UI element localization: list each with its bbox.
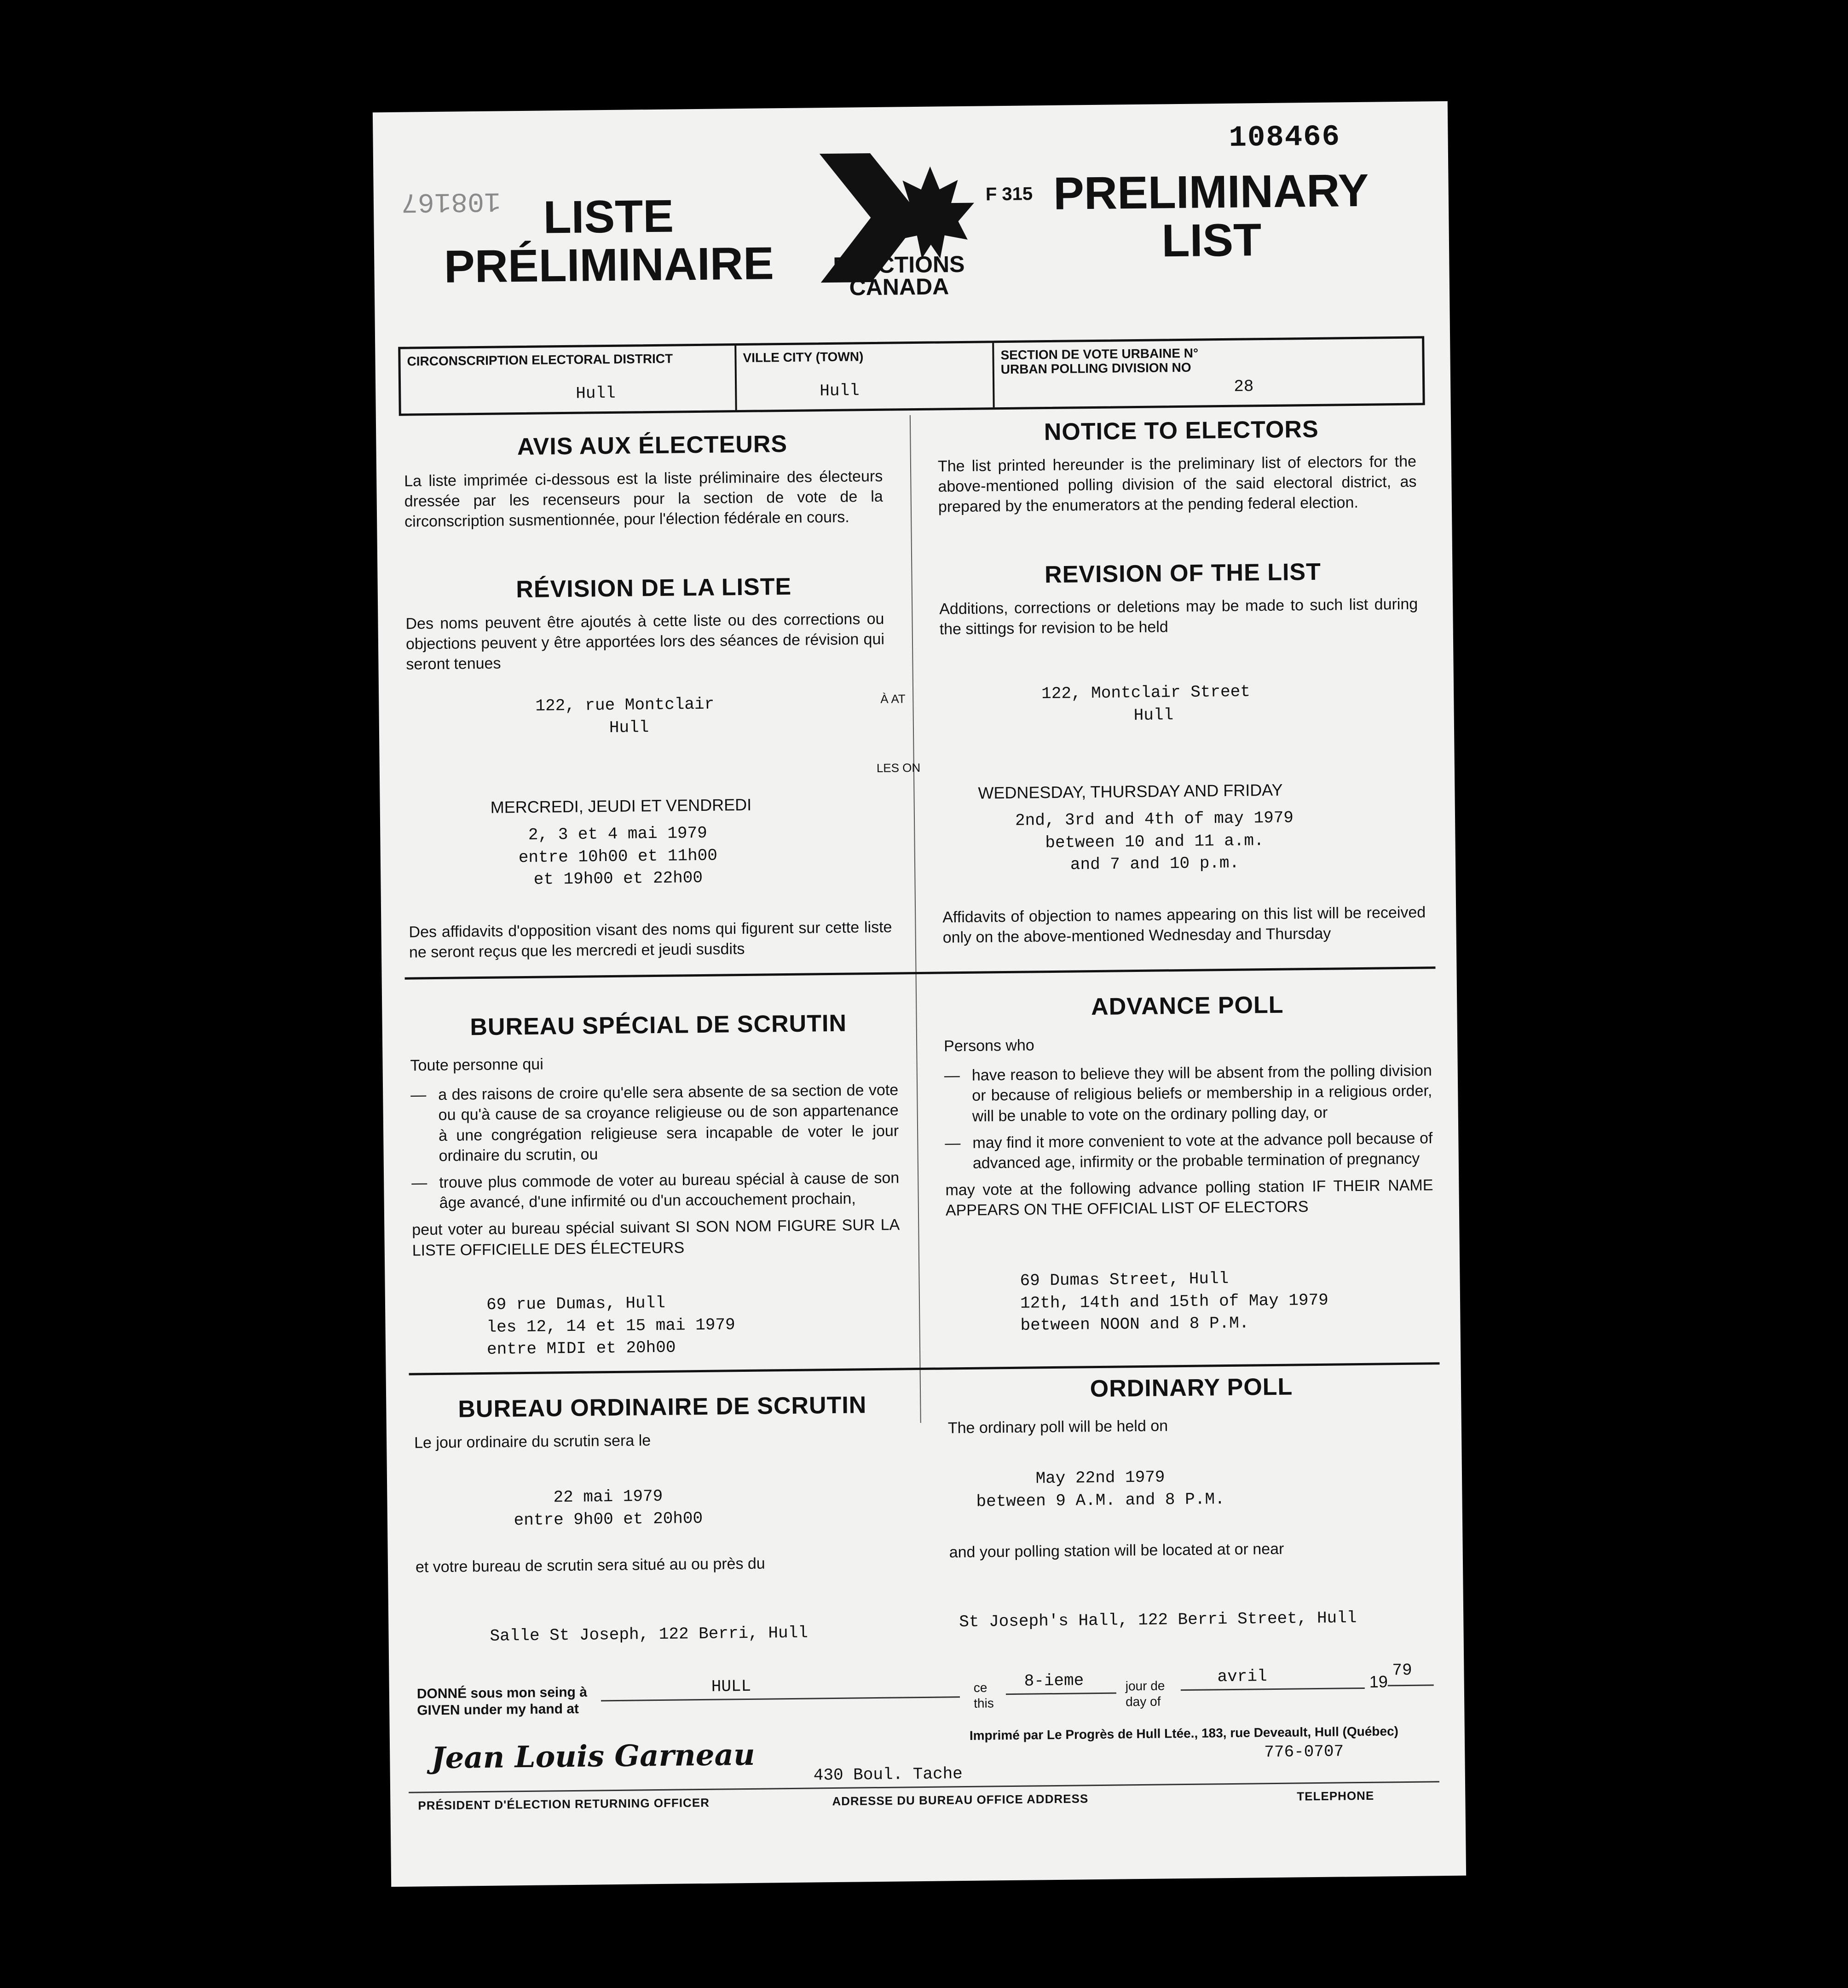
at-label: À AT (880, 692, 906, 706)
ordinary-date-en-line-2: between 9 A.M. and 8 P.M. (976, 1489, 1225, 1511)
notice-heading: NOTICE TO ELECTORS (1044, 416, 1319, 446)
serial-number: 108466 (1229, 121, 1341, 155)
ordinary-intro-fr: Le jour ordinaire du scrutin sera le (414, 1432, 651, 1452)
column-divider (910, 415, 921, 1423)
special-bullet-2: — trouve plus commode de voter au bureau spécial à cause de son âge avancé, d'une infirmité ou d'un accouchement prochain, (411, 1167, 900, 1213)
advance-heading: ADVANCE POLL (1091, 991, 1284, 1021)
revision-address-en (1041, 681, 1251, 728)
division-value: 28 (1234, 377, 1254, 396)
dates-en (1015, 807, 1294, 877)
dates-fr-line-1: 2, 3 et 4 mai 1979 (528, 823, 707, 844)
section-rule-1 (405, 966, 1436, 979)
ordinary-location-text-en: and your polling station will be located at or near (949, 1540, 1284, 1561)
ordinary-date-en (953, 1466, 1248, 1514)
given-label-fr: DONNÉ sous mon seing à (416, 1684, 588, 1702)
given-place: HULL (711, 1676, 751, 1696)
avis-heading: AVIS AUX ÉLECTEURS (517, 430, 788, 461)
notice-text: The list printed hereunder is the preliminary list of electors for the above-mentioned polling division of the said electoral district, as prepared by the enumerators at the pending federal election. (937, 452, 1417, 516)
given-label-en: GIVEN under my hand at (417, 1701, 579, 1718)
dates-en-line-1: 2nd, 3rd and 4th of may 1979 (1015, 808, 1294, 830)
bleed-through-number: 108167 (401, 185, 501, 217)
revision-text-en: Additions, corrections or deletions may be made to such list during the sittings for revision to be held (939, 595, 1418, 638)
on-label: LES ON (876, 760, 921, 775)
affidavit-text-en: Affidavits of objection to names appearing on this list will be received only on the above-mentioned Wednesday and Thursday (942, 903, 1426, 947)
district-label: CIRCONSCRIPTION ELECTORAL DISTRICT (407, 351, 673, 369)
revision-address-fr (535, 693, 715, 740)
title-en-line-1: PRELIMINARY (1053, 164, 1369, 220)
district-value: Hull (576, 383, 616, 403)
advance-address-line-1: 69 Dumas Street, Hull (1020, 1269, 1229, 1290)
special-address-line-1: 69 rue Dumas, Hull (486, 1293, 666, 1314)
office-address: 430 Boul. Tache (813, 1764, 963, 1785)
month-value: avril (1217, 1667, 1267, 1687)
dates-fr (518, 822, 718, 891)
revision-heading-fr: RÉVISION DE LA LISTE (516, 573, 792, 603)
advance-intro: Persons who (943, 1036, 1034, 1055)
title-en-line-2: LIST (1161, 214, 1262, 267)
district-header-box (398, 336, 1425, 416)
given-place-line (601, 1696, 960, 1701)
dates-fr-line-3: et 19h00 et 22h00 (533, 868, 703, 889)
revision-heading-en: REVISION OF THE LIST (1044, 558, 1322, 589)
days-en: WEDNESDAY, THURSDAY AND FRIDAY (978, 780, 1283, 803)
telephone-label: TELEPHONE (1297, 1788, 1374, 1803)
district-cell (400, 346, 737, 414)
ordinary-date-fr (493, 1485, 723, 1532)
revision-address-fr-line-1: 122, rue Montclair (535, 694, 715, 716)
advance-bullets (944, 1061, 1433, 1174)
special-outro: peut voter au bureau spécial suivant SI SON NOM FIGURE SUR LA LISTE OFFICIELLE DES ÉLECTEURS (412, 1216, 900, 1260)
given-label (417, 1684, 588, 1719)
telephone: 776-0707 (1264, 1742, 1344, 1762)
logo-text (816, 253, 982, 299)
year-prefix: 19 (1369, 1672, 1388, 1691)
affidavit-text-fr: Des affidavits d'opposition visant des noms qui figurent sur cette liste ne seront reçus que les mercredi et jeudi susdits (409, 918, 892, 961)
day-of-label-fr: jour de (1125, 1678, 1165, 1693)
special-bullets (410, 1080, 900, 1214)
this-label-fr: ce (973, 1680, 988, 1695)
special-bullet-1: — a des raisons de croire qu'elle sera absente de sa section de vote ou qu'à cause de sa croyance religieuse ou de son appartenance à une congrégation religieuse sera incapable de voter le jour ordinaire du scrutin, ou (410, 1080, 899, 1167)
city-cell (736, 343, 994, 410)
ordinary-date-fr-line-1: 22 mai 1979 (553, 1486, 663, 1507)
advance-address-line-2: 12th, 14th and 15th of May 1979 (1020, 1290, 1328, 1313)
revision-address-en-line-1: 122, Montclair Street (1041, 682, 1251, 704)
ordinary-intro-en: The ordinary poll will be held on (947, 1417, 1168, 1437)
election-notice-sheet (373, 101, 1466, 1887)
form-code: F 315 (985, 184, 1033, 205)
city-value: Hull (820, 381, 860, 401)
advance-address-line-3: between NOON and 8 P.M. (1020, 1313, 1249, 1335)
logo-line-1: ELECTIONS (833, 251, 965, 278)
days-fr: MERCREDI, JEUDI ET VENDREDI (490, 795, 752, 817)
division-label (1000, 347, 1198, 377)
title-fr-line-2: PRÉLIMINAIRE (444, 237, 774, 293)
division-cell (994, 338, 1422, 407)
special-heading: BUREAU SPÉCIAL DE SCRUTIN (470, 1010, 847, 1041)
title-fr (433, 191, 784, 291)
this-label-en: this (973, 1695, 994, 1711)
special-address-line-2: les 12, 14 et 15 mai 1979 (486, 1315, 735, 1337)
ordinary-heading-fr: BUREAU ORDINAIRE DE SCRUTIN (458, 1392, 867, 1423)
special-address (486, 1291, 736, 1361)
office-label: ADRESSE DU BUREAU OFFICE ADDRESS (832, 1792, 1089, 1809)
dates-en-line-2: between 10 and 11 a.m. (1045, 831, 1264, 852)
advance-bullet-2: — may find it more convenient to vote at the advance poll because of advanced age, infirmity or the probable termination of pregnancy (945, 1128, 1433, 1173)
year-line (1388, 1684, 1434, 1686)
ordinary-location-fr: Salle St Joseph, 122 Berri, Hull (490, 1623, 808, 1646)
year-value: 79 (1392, 1660, 1412, 1680)
advance-bullet-1: — have reason to believe they will be absent from the polling division or because of religious beliefs or membership in a religious order, will be unable to vote on the ordinary polling day, or (944, 1061, 1432, 1127)
division-label-2: URBAN POLLING DIVISION NO (1000, 360, 1191, 376)
month-line (1181, 1687, 1365, 1691)
advance-address (1020, 1267, 1328, 1337)
ordinary-location-text-fr: et votre bureau de scrutin sera situé au ou près du (415, 1555, 765, 1576)
signature: Jean Louis Garneau (431, 1737, 755, 1776)
avis-text: La liste imprimée ci-dessous est la liste préliminaire des électeurs dressée par les recenseurs pour la section de vote de la circonscription susmentionnée, pour l'élection fédérale en cours. (404, 467, 883, 531)
revision-address-fr-line-2: Hull (609, 717, 649, 737)
division-label-1: SECTION DE VOTE URBAINE N° (1000, 346, 1199, 363)
city-label: VILLE CITY (TOWN) (743, 349, 864, 365)
logo-line-2: CANADA (849, 273, 949, 301)
dates-fr-line-2: entre 10h00 et 11h00 (518, 846, 718, 867)
ordinary-date-en-line-1: May 22nd 1979 (1035, 1468, 1165, 1488)
day-of-label (1126, 1678, 1165, 1709)
special-block (410, 1050, 900, 1260)
special-intro: Toute personne qui (410, 1055, 543, 1075)
ordinary-date-fr-line-2: entre 9h00 et 20h00 (514, 1508, 703, 1530)
special-address-line-3: entre MIDI et 20h00 (486, 1338, 676, 1359)
revision-address-en-line-2: Hull (1133, 705, 1174, 725)
dates-en-line-3: and 7 and 10 p.m. (1070, 853, 1240, 874)
day-line (1006, 1693, 1116, 1695)
advance-outro: may vote at the following advance polling station IF THEIR NAME APPEARS ON THE OFFICIAL LIST OF ELECTORS (945, 1176, 1433, 1219)
title-fr-line-1: LISTE (543, 190, 674, 243)
day-value: 8-ieme (1024, 1671, 1084, 1691)
officer-label: PRÉSIDENT D'ÉLECTION RETURNING OFFICER (418, 1795, 710, 1813)
revision-text-fr: Des noms peuvent être ajoutés à cette liste ou des corrections ou objections peuvent y être apportées lors des séances de révision qui seront tenues (405, 610, 885, 674)
this-label (974, 1680, 994, 1711)
advance-block (944, 1031, 1433, 1221)
day-of-label-en: day of (1125, 1694, 1161, 1709)
title-en (1036, 166, 1386, 266)
ordinary-location-en: St Joseph's Hall, 122 Berri Street, Hull (959, 1608, 1357, 1632)
printer-imprint: Imprimé par Le Progrès de Hull Ltée., 183, rue Deveault, Hull (Québec) (969, 1724, 1399, 1743)
ordinary-heading-en: ORDINARY POLL (1090, 1373, 1293, 1403)
